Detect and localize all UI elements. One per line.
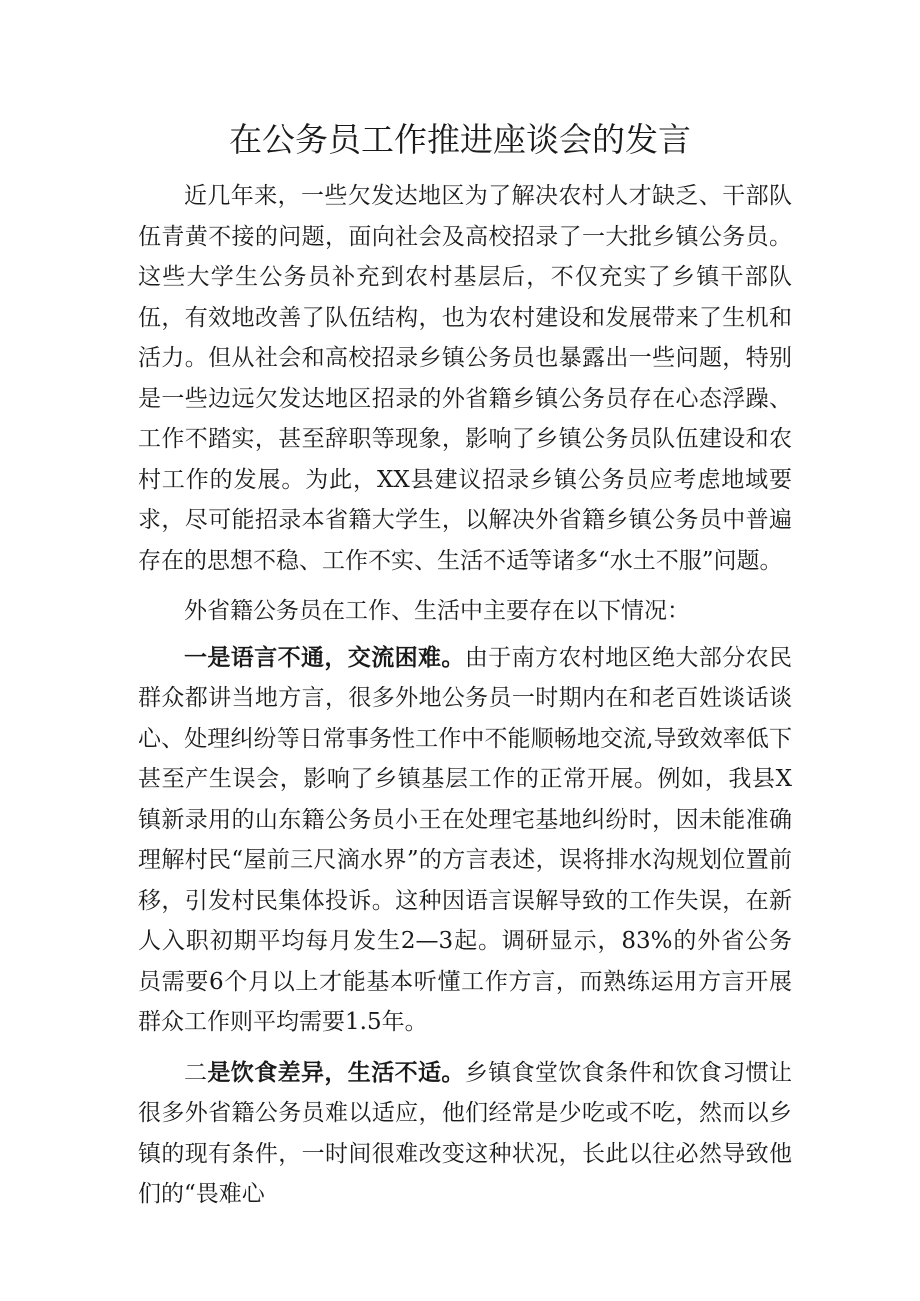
document-title: 在公务员工作推进座谈会的发言 — [229, 120, 691, 159]
paragraph-language-barrier — [138, 638, 792, 1043]
paragraph-text: 外省籍公务员在工作、生活中主要存在以下情况： — [184, 598, 690, 624]
paragraph-text: 由于南方农村地区绝大部分农民群众都讲当地方言，很多外地公务员一时期内在和老百姓谈话谈心、处理纠纷等日常事务性工作中不能顺畅地交流,导致效率低下甚至产生误会，影响了乡镇基层工作的正常开展。例如，我县X镇新录用的山东籍公务员小王在处理宅基地纠纷时，因未能准确理解村民“屋前三尺滴水界”的方言表述，误将排水沟规划位置前移，引发村民集体投诉。这种因语言误解导致的工作失误，在新人入职初期平均每月发生2—3起。调研显示，83%的外省公务员需要6个月以上才能基本听懂工作方言，而熟练运用方言开展群众工作则平均需要1.5年。 — [138, 644, 793, 1035]
paragraph-intro — [138, 176, 792, 581]
paragraph-lead-heading: 一是语言不通，交流困难。 — [184, 643, 465, 671]
paragraph-prefix: 二 — [184, 1059, 208, 1086]
paragraph-lead-heading: 是饮食差异，生活不适。 — [207, 1058, 465, 1086]
paragraph-diet-difference — [138, 1053, 792, 1215]
document-body — [138, 176, 792, 1215]
paragraph-text: 近几年来，一些欠发达地区为了解决农村人才缺乏、干部队伍青黄不接的问题，面向社会及高校招录了一大批乡镇公务员。这些大学生公务员补充到农村基层后，不仅充实了乡镇干部队伍，有效地改善了队伍结构，也为农村建设和发展带来了生机和活力。但从社会和高校招录乡镇公务员也暴露出一些问题，特别是一些边远欠发达地区招录的外省籍乡镇公务员存在心态浮躁、工作不踏实，甚至辞职等现象，影响了乡镇公务员队伍建设和农村工作的发展。为此，XX县建议招录乡镇公务员应考虑地域要求，尽可能招录本省籍大学生，以解决外省籍乡镇公务员中普遍存在的思想不稳、工作不实、生活不适等诸多“水土不服”问题。 — [138, 183, 792, 574]
paragraph-situation-summary — [138, 591, 792, 632]
paragraph-text: 乡镇食堂饮食条件和饮食习惯让很多外省籍公务员难以适应，他们经常是少吃或不吃，然而以乡镇的现有条件，一时间很难改变这种状况，长此以往必然导致他们的“畏难心 — [138, 1059, 793, 1207]
